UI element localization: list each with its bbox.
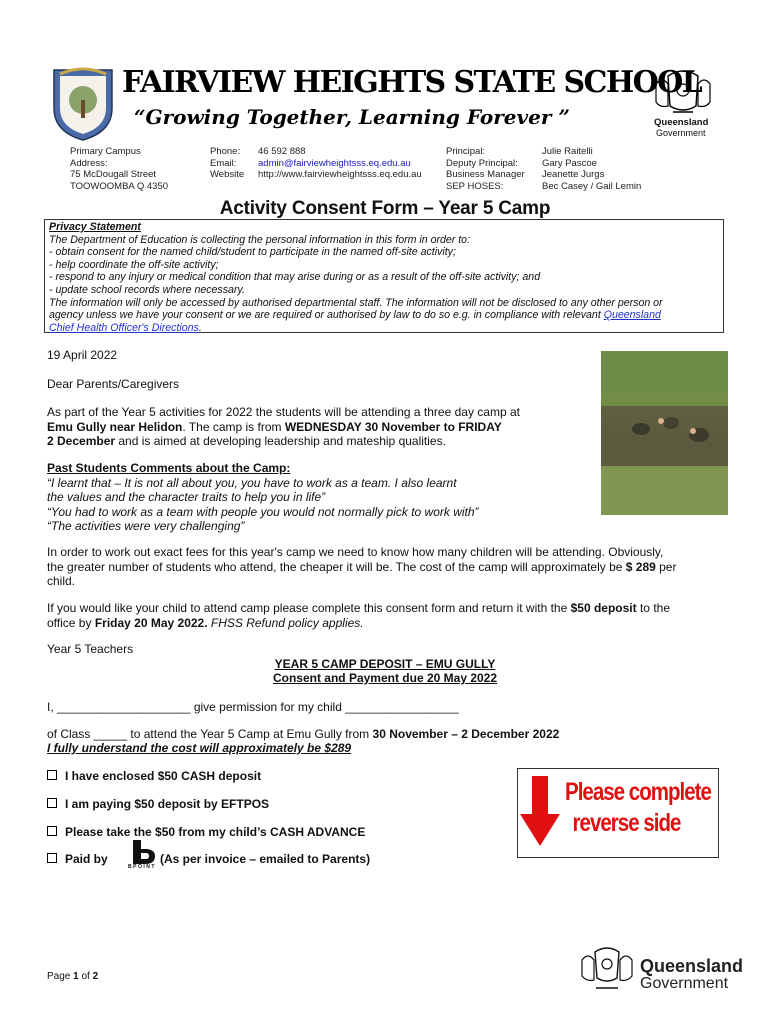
checkbox[interactable] <box>47 826 57 836</box>
privacy-heading: Privacy Statement <box>49 221 141 233</box>
slip-heading: YEAR 5 CAMP DEPOSIT – EMU GULLY <box>274 657 496 671</box>
staff-names: Julie Raitelli Gary Pascoe Jeanette Jurgs Bec Casey / Gail Lemin <box>542 146 642 192</box>
option-cash-deposit[interactable]: I have enclosed $50 CASH deposit <box>47 769 261 783</box>
footer-government: Government <box>640 975 729 992</box>
contact-values <box>258 146 422 181</box>
bpoint-logo: BPOINT <box>121 838 163 878</box>
privacy-statement-box: Privacy Statement The Department of Education is collecting the personal information in this form in order to: - obtain consent for the named child/student to participate in the named off-site activity; - help coordinate the off-site activity; - respond to any injury or medical condition that may arise during or as a result of the off-site activity; and - update school records where necessary. The information will only be accessed by authorised departmental staff. The information will not be disclosed to any other person or agency unless we have your consent or we are required or authorised by law to do so e.g. in compliance with relevant Queensland Chief Health Officer's Directions. <box>44 219 724 333</box>
checkbox[interactable] <box>47 853 57 863</box>
checkbox[interactable] <box>47 798 57 808</box>
queensland-crest-icon <box>578 944 636 996</box>
class-line[interactable]: of Class _____ to attend the Year 5 Camp at Emu Gully from 30 November – 2 December 2022 <box>47 727 560 741</box>
footer-queensland: Queensland <box>640 956 744 976</box>
option-cash-advance[interactable]: Please take the $50 from my child’s CASH ADVANCE <box>47 825 365 839</box>
email-link[interactable]: admin@fairviewheightsss.eq.edu.au <box>258 157 411 169</box>
past-comments: Past Students Comments about the Camp: “I learnt that – It is not all about you, you have to work as a team. I also learnt the values and the character traits to help you in life” “You had to work as a team with people you would not normally pick to work with” “The activities were very challenging” <box>47 461 587 534</box>
camp-mud-photo <box>601 351 728 515</box>
letter-signoff: Year 5 Teachers <box>47 642 134 656</box>
phone-value: 46 592 888 <box>258 146 306 157</box>
bpoint-invoice-note: (As per invoice – emailed to Parents) <box>160 852 371 866</box>
website-link[interactable]: http://www.fairviewheightsss.eq.edu.au <box>258 169 422 180</box>
comments-heading: Past Students Comments about the Camp: <box>47 461 291 475</box>
school-logo <box>48 64 118 142</box>
campus-address: Primary Campus Address: 75 McDougall Street TOOWOOMBA Q 4350 <box>70 146 169 192</box>
cost-acknowledgement: I fully understand the cost will approximately be $289 <box>47 741 352 755</box>
contact-labels: Phone: Email: Website <box>210 146 245 180</box>
checkbox[interactable] <box>47 770 57 780</box>
paragraph-deposit: If you would like your child to attend camp please complete this consent form and return it with the $50 deposit to the office by Friday 20 May 2022. FHSS Refund policy applies. <box>47 601 670 630</box>
option-bpoint[interactable]: Paid by <box>47 852 108 866</box>
form-title: Activity Consent Form – Year 5 Camp <box>219 198 551 219</box>
cho-directions-link[interactable]: Chief Health Officer's Directions <box>49 321 199 334</box>
school-name: FAIRVIEW HEIGHTS STATE SCHOOL <box>122 65 702 100</box>
qld-government-sub: Government <box>656 128 706 138</box>
paragraph-camp-intro: As part of the Year 5 activities for 2022 the students will be attending a three day camp at Emu Gully near Helidon. The camp is from WEDNESDAY 30 November to FRIDAY 2 December and is aimed at developing leadership and mateship qualities. <box>47 405 520 448</box>
letter-greeting: Dear Parents/Caregivers <box>47 377 180 391</box>
down-arrow-icon <box>518 772 566 852</box>
letter-date: 19 April 2022 <box>47 348 118 362</box>
paragraph-fees: In order to work out exact fees for this year's camp we need to know how many children will be attending. Obviously, the greater number of students who attend, the cheaper it will be. The cost of the camp will approximately be $ 289 per child. <box>47 545 677 588</box>
staff-labels: Principal: Deputy Principal: Business Manager SEP HOSES: <box>446 146 525 192</box>
school-motto: “Growing Together, Learning Forever ” <box>134 105 570 129</box>
qld-directions-link[interactable]: Queensland <box>603 309 661 322</box>
slip-due-date: Consent and Payment due 20 May 2022 <box>272 671 498 685</box>
qld-government-label: Queensland <box>654 117 709 128</box>
reverse-side-text: Please complete reverse side <box>565 778 711 837</box>
permission-line[interactable]: I, ____________________ give permission for my child _________________ <box>47 700 459 714</box>
option-eftpos[interactable]: I am paying $50 deposit by EFTPOS <box>47 797 269 811</box>
queensland-crest-icon <box>648 66 718 116</box>
page-number: Page 1 of 2 <box>47 971 99 982</box>
